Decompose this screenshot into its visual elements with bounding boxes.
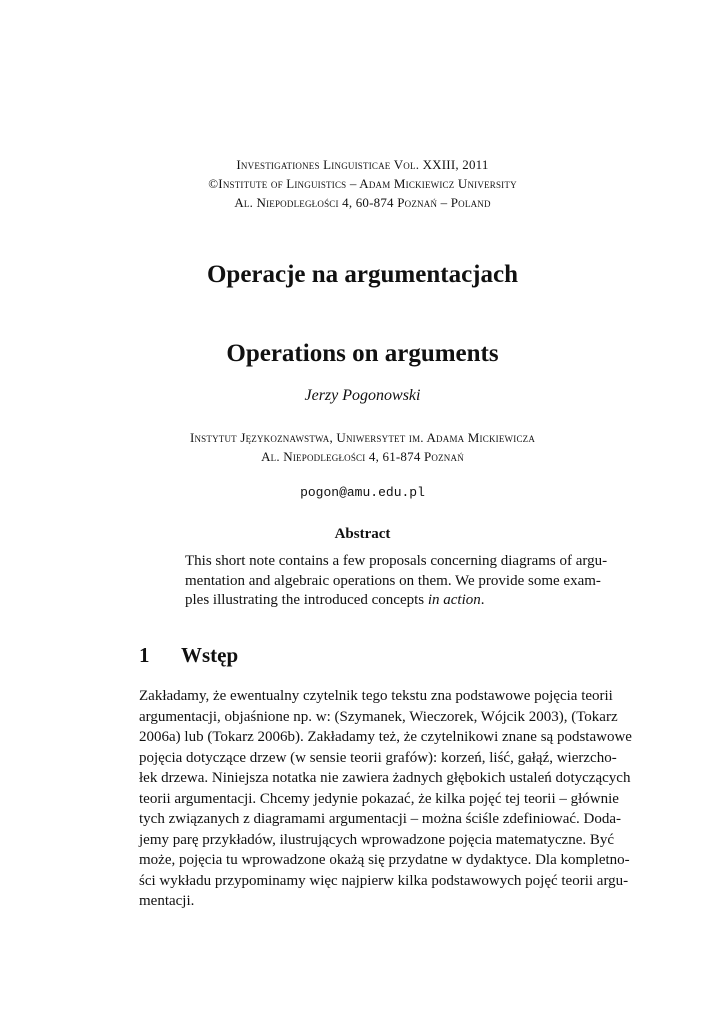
abstract-heading: Abstract bbox=[334, 526, 391, 542]
paragraph-line: argumentacji, objaśnione np. w: (Szymanek, Wieczorek, Wójcik 2003), (Tokarz bbox=[139, 708, 618, 725]
paragraph-line: mentacji. bbox=[139, 893, 195, 909]
paragraph-line: jemy parę przykładów, ilustrujących wprowadzone pojęcia matematyczne. Być bbox=[139, 831, 615, 848]
journal-header-line-3: Al. Niepodległości 4, 60-874 Poznań – Poland bbox=[234, 195, 491, 210]
abstract-line bbox=[185, 591, 590, 611]
paragraph-line: tych związanych z diagramami argumentacji – można ściśle zdefiniować. Doda- bbox=[139, 811, 622, 827]
paragraph-line: Zakładamy, że ewentualny czytelnik tego tekstu zna podstawowe pojęcia teorii bbox=[139, 688, 613, 704]
paragraph-line: łek drzewa. Niniejsza notatka nie zawiera żadnych głębokich ustaleń dotyczących bbox=[139, 770, 631, 786]
title-polish: Operacje na argumentacjach bbox=[206, 261, 519, 288]
paragraph-line: teorii argumentacji. Chcemy jedynie pokazać, że kilka pojęć tej teorii – głównie bbox=[139, 790, 619, 807]
paragraph-line: ści wykładu przypominamy więc najpierw kilka podstawowych pojęć teorii argu- bbox=[139, 872, 629, 889]
affiliation bbox=[0, 428, 725, 466]
paragraph-line: pojęcia dotyczące drzew (w sensie teorii grafów): korzeń, liść, gałąź, wierzcho- bbox=[139, 749, 617, 766]
abstract-text bbox=[185, 552, 608, 611]
section-title: Wstęp bbox=[181, 643, 239, 667]
abstract-emphasis: in action bbox=[427, 592, 481, 608]
abstract-line: mentation and algebraic operations on them. We provide some exam- bbox=[185, 572, 601, 589]
journal-header bbox=[0, 155, 725, 212]
section-number: 1 bbox=[139, 643, 150, 667]
journal-header-line-1: Investigationes Linguisticae Vol. XXIII, 2011 bbox=[236, 157, 489, 172]
abstract-last-line-suffix: . bbox=[480, 592, 485, 608]
author-email: pogon@amu.edu.pl bbox=[300, 485, 425, 500]
paragraph-line: może, pojęcia tu wprowadzone okażą się przydatne w dydaktyce. Dla kompletno- bbox=[139, 852, 630, 868]
abstract-line: This short note contains a few proposals concerning diagrams of argu- bbox=[185, 553, 608, 569]
author-name: Jerzy Pogonowski bbox=[304, 387, 421, 404]
paragraph-line: 2006a) lub (Tokarz 2006b). Zakładamy też, że czytelnikowi znane są podstawowe bbox=[139, 729, 632, 745]
journal-header-line-2: ©Institute of Linguistics – Adam Mickiewicz University bbox=[208, 176, 517, 191]
abstract-last-line-prefix: ples illustrating the introduced concepts bbox=[185, 592, 428, 608]
title-english: Operations on arguments bbox=[226, 340, 499, 367]
body-paragraph bbox=[139, 686, 632, 912]
section-heading bbox=[139, 643, 238, 668]
affiliation-line-2: Al. Niepodległości 4, 61-874 Poznań bbox=[261, 449, 464, 464]
affiliation-line-1: Instytut Językoznawstwa, Uniwersytet im. Adama Mickiewicza bbox=[189, 430, 536, 445]
